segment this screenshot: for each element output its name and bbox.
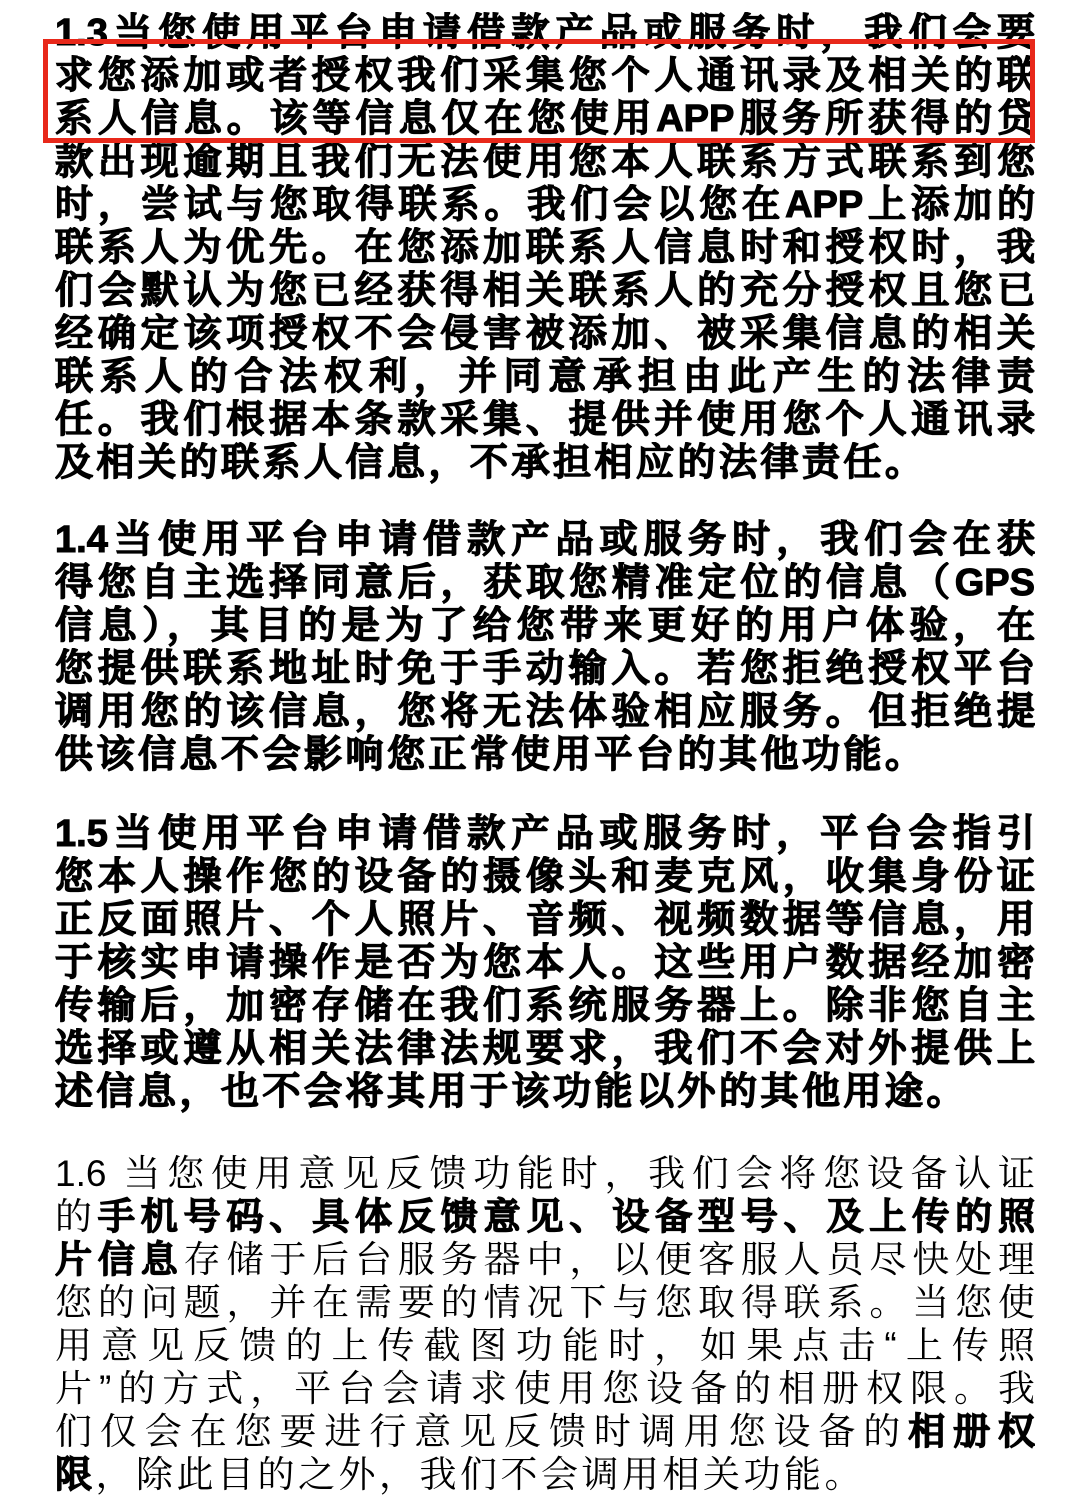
section-1-5	[55, 813, 1035, 1114]
text-line	[55, 1071, 1035, 1114]
emphasized-text: 片信息	[55, 1239, 184, 1280]
body-text: 求您添加或者授权我们采集您个人通讯录及相关的联	[55, 55, 1035, 97]
text-line	[55, 856, 1035, 899]
body-text: 信息），其目的是为了给您带来更好的用户体验，在	[55, 605, 1035, 647]
text-line	[55, 356, 1035, 399]
body-text: 于核实申请操作是否为您本人。这些用户数据经加密	[55, 942, 1035, 984]
text-line	[55, 313, 1035, 356]
emphasized-text: 限	[55, 1454, 96, 1495]
body-text: 片”的方式，平台会请求使用您设备的相册权限。我	[55, 1368, 1035, 1409]
text-line	[55, 98, 1035, 141]
document-body	[55, 12, 1035, 1496]
body-text: 系人信息。该等信息仅在您使用APP服务所获得的贷	[55, 98, 1035, 140]
text-line	[55, 1410, 1035, 1453]
text-line	[55, 55, 1035, 98]
section-1-4	[55, 519, 1035, 777]
body-text: 1.5当使用平台申请借款产品或服务时，平台会指引	[55, 813, 1035, 855]
text-line	[55, 1281, 1035, 1324]
body-text: 任。我们根据本条款采集、提供并使用您个人通讯录	[55, 399, 1035, 441]
text-line	[55, 985, 1035, 1028]
text-line	[55, 942, 1035, 985]
body-text: 们会默认为您已经获得相关联系人的充分授权且您已	[55, 270, 1035, 312]
body-text: 调用您的该信息，您将无法体验相应服务。但拒绝提	[55, 691, 1035, 733]
body-text: 您提供联系地址时免于手动输入。若您拒绝授权平台	[55, 648, 1035, 690]
text-line	[55, 141, 1035, 184]
text-line	[55, 648, 1035, 691]
text-line	[55, 1367, 1035, 1410]
body-text: 您的问题，并在需要的情况下与您取得联系。当您使	[55, 1282, 1035, 1323]
text-line	[55, 1028, 1035, 1071]
body-text: 传输后，加密存储在我们系统服务器上。除非您自主	[55, 985, 1035, 1027]
section-1-3	[55, 12, 1035, 485]
text-line	[55, 270, 1035, 313]
body-text: 联系人的合法权利，并同意承担由此产生的法律责	[55, 356, 1035, 398]
text-line	[55, 1238, 1035, 1281]
text-line	[55, 184, 1035, 227]
text-line	[55, 399, 1035, 442]
body-text: 款出现逾期且我们无法使用您本人联系方式联系到您	[55, 141, 1035, 183]
text-line	[55, 227, 1035, 270]
text-line	[55, 899, 1035, 942]
body-text: ，除此目的之外，我们不会调用相关功能。	[95, 1454, 865, 1495]
section-1-6	[55, 1152, 1035, 1496]
body-text: 选择或遵从相关法律法规要求，我们不会对外提供上	[55, 1028, 1035, 1070]
emphasized-text: 相册权	[908, 1411, 1035, 1452]
text-line	[55, 519, 1035, 562]
body-text: 得您自主选择同意后，获取您精准定位的信息（GPS	[55, 562, 1035, 604]
body-text: 时，尝试与您取得联系。我们会以您在APP上添加的	[55, 184, 1035, 226]
emphasized-text: 手机号码、具体反馈意见、设备型号、及上传的照	[97, 1196, 1035, 1237]
body-text: 经确定该项授权不会侵害被添加、被采集信息的相关	[55, 313, 1035, 355]
body-text: 们仅会在您要进行意见反馈时调用您设备的	[55, 1411, 909, 1452]
text-line	[55, 605, 1035, 648]
body-text: 正反面照片、个人照片、音频、视频数据等信息，用	[55, 899, 1035, 941]
body-text: 供该信息不会影响您正常使用平台的其他功能。	[55, 734, 927, 776]
text-line	[55, 1453, 1035, 1496]
text-line	[55, 813, 1035, 856]
body-text: 联系人为优先。在您添加联系人信息时和授权时，我	[55, 227, 1035, 269]
body-text: 您本人操作您的设备的摄像头和麦克风，收集身份证	[55, 856, 1035, 898]
body-text: 的	[55, 1196, 98, 1237]
text-line	[55, 691, 1035, 734]
body-text: 1.6 当您使用意见反馈功能时，我们会将您设备认证	[55, 1153, 1035, 1194]
text-line	[55, 734, 1035, 777]
text-line	[55, 562, 1035, 605]
body-text: 存储于后台服务器中，以便客服人员尽快处理	[183, 1239, 1035, 1280]
text-line	[55, 442, 1035, 485]
body-text: 用意见反馈的上传截图功能时，如果点击“上传照	[55, 1325, 1035, 1366]
text-line	[55, 12, 1035, 55]
text-line	[55, 1195, 1035, 1238]
body-text: 1.4当使用平台申请借款产品或服务时，我们会在获	[55, 519, 1035, 561]
body-text: 述信息，也不会将其用于该功能以外的其他用途。	[55, 1071, 969, 1113]
text-line	[55, 1324, 1035, 1367]
body-text: 及相关的联系人信息，不承担相应的法律责任。	[55, 442, 927, 484]
body-text: 1.3当您使用平台申请借款产品或服务时，我们会要	[55, 12, 1035, 54]
text-line	[55, 1152, 1035, 1195]
